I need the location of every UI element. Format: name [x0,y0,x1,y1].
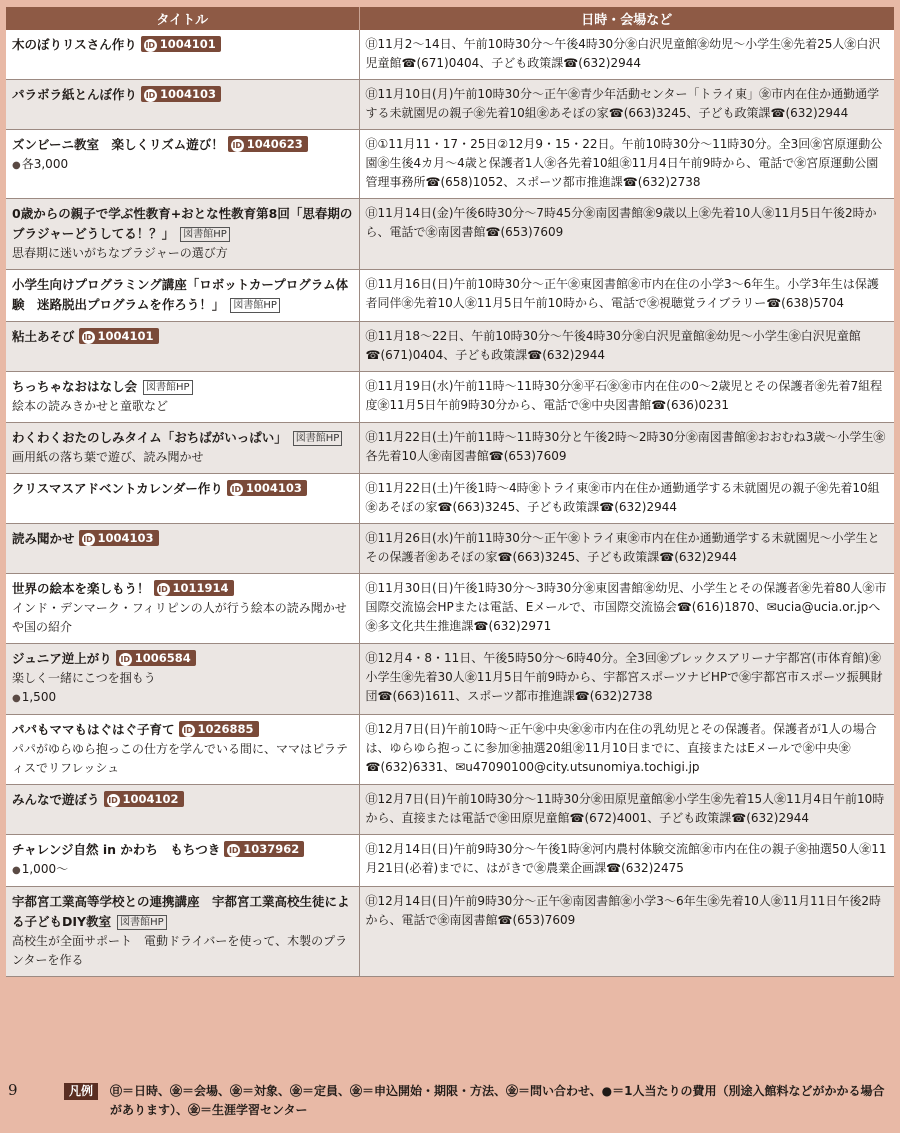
event-subtitle: パパがゆらゆら抱っこの仕方を学んでいる間に、ママはピラティスでリフレッシュ [12,742,349,775]
event-id: 1004103 [160,87,217,101]
event-id: 1011914 [172,581,229,595]
event-id: 1004102 [122,792,179,806]
detail-cell: ㊐11月2～14日、午前10時30分～午後4時30分㊎白沢児童館㊎幼児～小学生㊎先着25人㊎白沢児童館☎(671)0404、子ども政策課☎(632)2944 [359,30,894,80]
event-id-badge [141,86,221,102]
id-icon: ID [120,655,131,664]
event-id-badge [116,650,196,666]
event-title: 木のぼりリスさん作り [12,37,137,52]
detail-cell: ㊐12月14日(日)午前9時30分～正午㊎南図書館㊎小学3～6年生㊎先着10人㊎11月11日午後2時から、電話で㊎南図書館☎(653)7609 [359,887,894,977]
event-title: 世界の絵本を楽しもう！ [12,581,150,596]
table-row [6,199,894,270]
detail-cell: ㊐11月10日(月)午前10時30分～正午㊎青少年活動センター「トライ東」㊎市内在住か通勤通学する未就園児の親子㊎先着10組㊎あそぼの家☎(663)3245、子ども政策課☎(632)2944 [359,80,894,130]
event-title: 宇都宮工業高等学校との連携講座 宇都宮工業高校生徒による子どもDIY教室 [12,894,350,929]
legend-label: 凡例 [64,1083,98,1100]
table-row [6,372,894,423]
id-icon: ID [145,91,156,100]
event-fee: ● 各3,000 [12,155,353,175]
event-id-badge [141,36,221,52]
header-title: タイトル [6,7,359,30]
table-row [6,835,894,887]
detail-cell: ㊐11月14日(金)午後6時30分～7時45分㊎南図書館㊎9歳以上㊎先着10人㊎11月5日午後2時から、電話で㊎南図書館☎(653)7609 [359,199,894,270]
event-id-badge [79,328,159,344]
title-cell [6,835,359,887]
event-id: 1004101 [159,37,216,51]
title-cell [6,199,359,270]
title-cell [6,574,359,644]
detail-cell: ㊐11月18～22日、午前10時30分～午後4時30分㊎白沢児童館㊎幼児～小学生㊎白沢児童館☎(671)0404、子ども政策課☎(632)2944 [359,322,894,372]
library-hp-badge: 図書館HP [143,380,193,395]
table-row [6,80,894,130]
event-title: 0歳からの親子で学ぶ性教育+おとな性教育第8回「思春期のブラジャーどうしてる！？」 [12,206,353,241]
title-cell [6,524,359,574]
detail-cell: ㊐11月22日(土)午前11時～11時30分と午後2時～2時30分㊎南図書館㊎おおむね3歳～小学生㊎各先着10人㊎南図書館☎(653)7609 [359,423,894,474]
table-row [6,322,894,372]
title-cell [6,715,359,785]
event-fee: ● 1,500 [12,688,353,708]
event-title: ズンビーニ教室 楽しくリズム遊び！ [12,137,224,152]
event-subtitle: 画用紙の落ち葉で遊び、読み聞かせ [12,450,204,464]
header-detail: 日時・会場など [359,7,894,30]
table-row [6,30,894,80]
title-cell [6,644,359,715]
title-cell [6,474,359,524]
id-icon: ID [83,535,93,544]
event-title: ちっちゃなおはなし会 [12,379,138,394]
event-table [6,7,894,977]
footer [0,1073,900,1133]
detail-cell: ㊐12月4・8・11日、午後5時50分～6時40分。全3回㊎ブレックスアリーナ宇都宮(市体育館)㊎小学生㊎先着30人㊎11月5日午前9時から、宇都宮スポーツナビHPで㊎宇都宮市スポーツ振興財団☎(663)1611、スポーツ都市推進課☎(632)2738 [359,644,894,715]
event-id-badge [79,530,159,546]
detail-cell: ㊐12月14日(日)午前9時30分～午後1時㊎河内農村体験交流館㊎市内在住の親子㊎抽選50人㊎11月21日(必着)までに、はがきで㊎農業企画課☎(632)2475 [359,835,894,887]
title-cell [6,785,359,835]
event-id: 1004103 [245,481,302,495]
id-icon: ID [232,141,243,150]
table-row [6,785,894,835]
id-icon: ID [228,846,239,855]
event-subtitle: 絵本の読みきかせと童歌など [12,399,169,413]
table-row [6,270,894,322]
table-body [6,30,894,977]
detail-cell: ㊐11月16日(日)午前10時30分～正午㊎東図書館㊎市内在住の小学3～6年生。小学3年生は保護者同伴㊎先着10人㊎11月5日午前10時から、電話で㊎視聴覚ライブラリー☎(638)5704 [359,270,894,322]
title-cell [6,322,359,372]
title-cell [6,887,359,977]
event-subtitle: 高校生が全面サポート 電動ドライバーを使って、木製のプランターを作る [12,934,348,967]
event-id: 1037962 [243,842,300,856]
event-subtitle: 思春期に迷いがちなブラジャーの選び方 [12,246,228,260]
event-title: わくわくおたのしみタイム「おちばがいっぱい」 [12,430,287,445]
library-hp-badge: 図書館HP [180,227,230,242]
legend-text: ㊐＝日時、㊎＝会場、㊎＝対象、㊎＝定員、㊎＝申込開始・期限・方法、㊎＝問い合わせ、●＝1人当たりの費用（別途入館料などがかかる場合があります）、㊎＝生涯学習センター [110,1084,885,1117]
event-id: 1026885 [197,722,254,736]
title-cell [6,423,359,474]
event-id: 1004103 [97,531,154,545]
title-cell [6,80,359,130]
table-row [6,715,894,785]
id-icon: ID [231,485,242,494]
table-header-row [6,7,894,30]
title-cell [6,130,359,199]
event-id-badge [104,791,184,807]
detail-cell: ㊐11月22日(土)午後1時～4時㊎トライ東㊎市内在住か通勤通学する未就園児の親子㊎先着10組㊎あそぼの家☎(663)3245、子ども政策課☎(632)2944 [359,474,894,524]
event-fee: ● 1,000～ [12,860,353,880]
event-title: クリスマスアドベントカレンダー作り [12,481,223,496]
event-title: パラボラ紙とんぼ作り [12,87,138,102]
id-icon: ID [183,726,193,735]
table-row [6,524,894,574]
event-title: 小学生向けプログラミング講座「ロボットカープログラム体験 迷路脱出プログラムを作ろう！」 [12,277,349,312]
event-id: 1004101 [97,329,154,343]
detail-cell: ㊐12月7日(日)午前10時～正午㊎中央㊎㊎市内在住の乳幼児とその保護者。保護者が1人の場合は、ゆらゆら抱っこに参加㊎抽選20組㊎11月10日までに、直接またはEメールで㊎中央㊎☎(632)6331、✉u47090100@city.utsunomiya.tochigi.jp [359,715,894,785]
event-id: 1006584 [134,651,191,665]
title-cell [6,372,359,423]
event-id-badge [224,841,304,857]
detail-cell: ㊐12月7日(日)午前10時30分～11時30分㊎田原児童館㊎小学生㊎先着15人㊎11月4日午前10時から、直接または電話で㊎田原児童館☎(672)4001、子ども政策課☎(632)2944 [359,785,894,835]
event-id-badge [154,580,234,596]
detail-cell: ㊐11月30日(日)午後1時30分～3時30分㊎東図書館㊎幼児、小学生とその保護者㊎先着80人㊎市国際交流協会HPまたは電話、Eメールで、市国際交流協会☎(616)1870、✉ucia@ucia.or.jpへ㊎多文化共生推進課☎(632)2971 [359,574,894,644]
event-subtitle: インド・デンマーク・フィリピンの人が行う絵本の読み聞かせや国の紹介 [12,601,347,634]
event-id-badge [179,721,259,737]
event-title: みんなで遊ぼう [12,792,100,807]
table-row [6,474,894,524]
event-title: ジュニア逆上がり [12,651,112,666]
event-title: 粘土あそび [12,329,75,344]
id-icon: ID [158,585,168,594]
id-icon: ID [108,796,118,805]
detail-cell: ㊐①11月11・17・25日②12月9・15・22日。午前10時30分～11時30分。全3回㊎宮原運動公園㊎生後4カ月～4歳と保護者1人㊎各先着10組㊎11月4日午前9時から、電話で㊎宮原運動公園管理事務所☎(658)1052、スポーツ都市推進課☎(632)2738 [359,130,894,199]
table-row [6,887,894,977]
detail-cell: ㊐11月19日(水)午前11時～11時30分㊎平石㊎㊎市内在住の0～2歳児とその保護者㊎先着7組程度㊎11月5日午前9時30分から、電話で㊎中央図書館☎(636)0231 [359,372,894,423]
event-table-container [6,7,894,977]
id-icon: ID [145,41,156,50]
library-hp-badge: 図書館HP [117,915,167,930]
title-cell [6,30,359,80]
event-title: パパもママもはぐはぐ子育て [12,722,175,737]
table-row [6,644,894,715]
event-subtitle: 楽しく一緒にこつを掴もう [12,671,156,685]
event-title: 読み聞かせ [12,531,75,546]
event-id-badge [228,136,308,152]
event-title: チャレンジ自然 in かわち もちつき [12,842,221,857]
title-cell [6,270,359,322]
detail-cell: ㊐11月26日(水)午前11時30分～正午㊎トライ東㊎市内在住か通勤通学する未就園児～小学生とその保護者㊎あそぼの家☎(663)3245、子ども政策課☎(632)2944 [359,524,894,574]
table-row [6,423,894,474]
library-hp-badge: 図書館HP [230,298,280,313]
event-id: 1040623 [246,137,303,151]
library-hp-badge: 図書館HP [293,431,343,446]
event-id-badge [227,480,307,496]
table-row [6,574,894,644]
page-number: 9 [8,1081,18,1099]
id-icon: ID [83,333,93,342]
table-row [6,130,894,199]
